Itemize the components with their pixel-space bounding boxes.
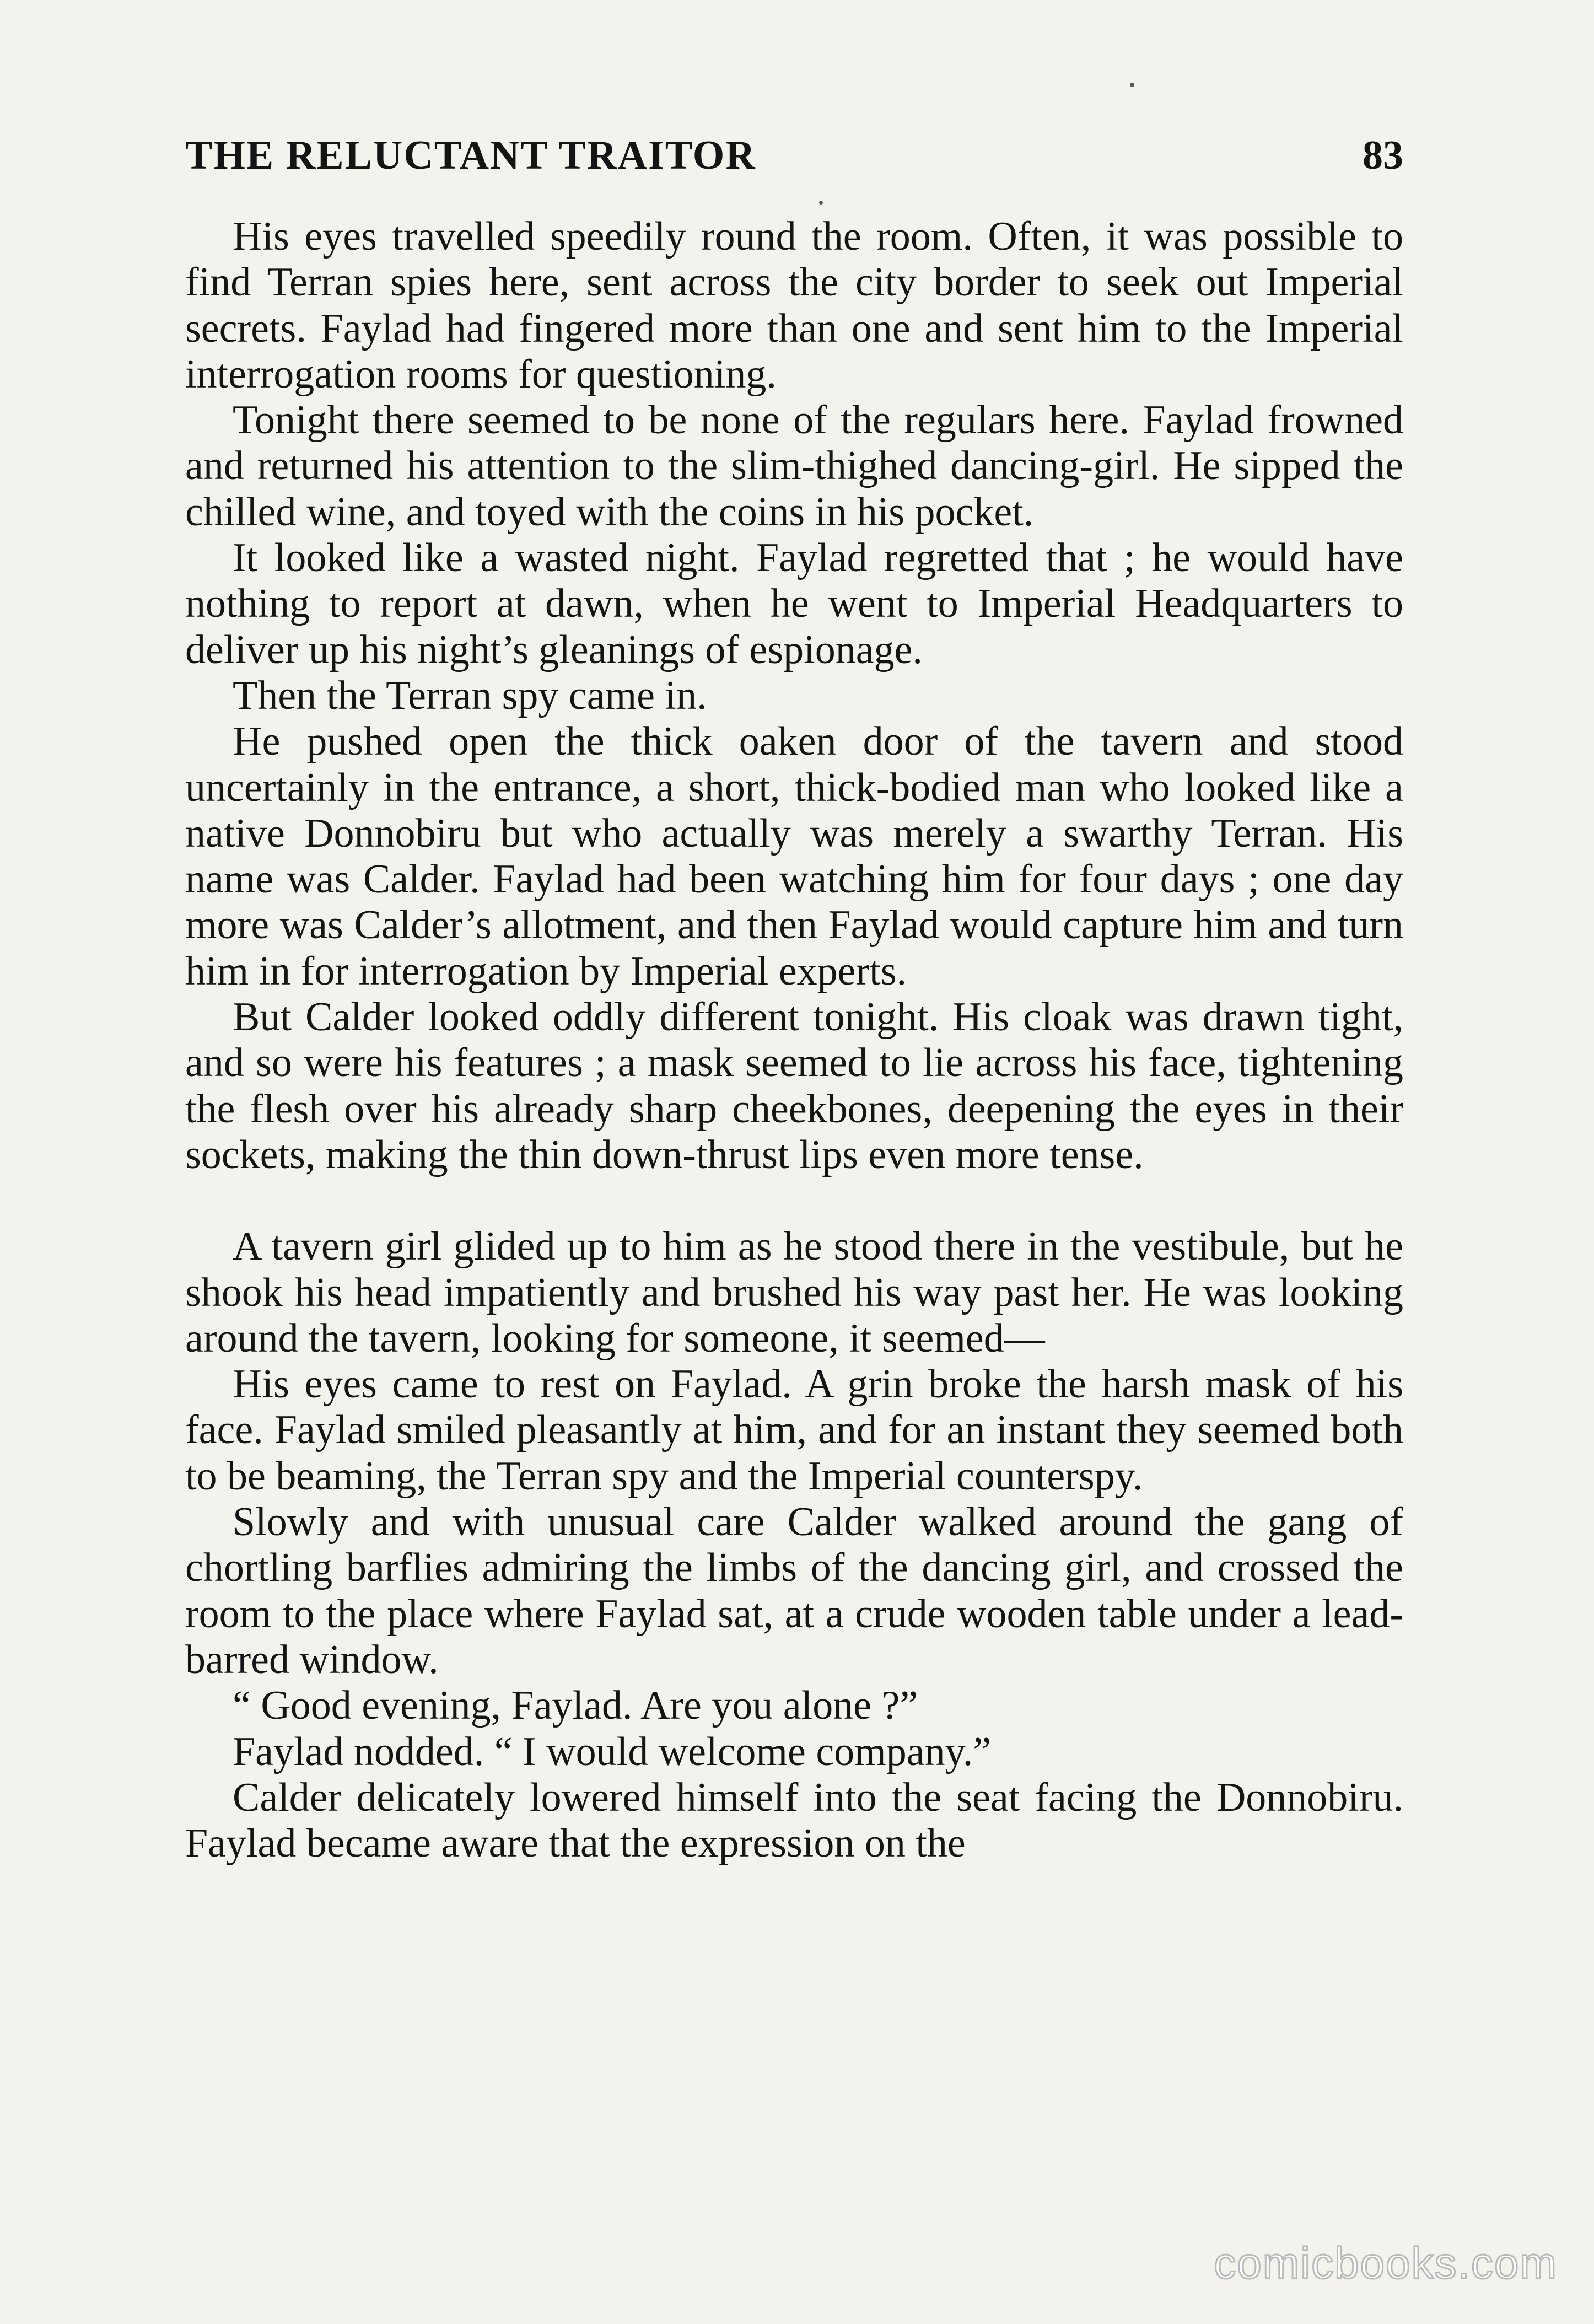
page-number: 83 [1363,133,1403,178]
paragraph: A tavern girl glided up to him as he stood there in the vestibule, but he shook his head impatiently and brushed his way past her. He was looking around the tavern, looking for someone, it seemed— [185,1224,1403,1361]
running-title: THE RELUCTANT TRAITOR [185,133,756,178]
paragraph: Tonight there seemed to be none of the regulars here. Faylad frowned and returned his attention to the slim-thighed dancing-girl. He sipped the chilled wine, and toyed with the coins in his pocket. [185,397,1403,535]
print-speck [1130,83,1134,87]
paragraph: He pushed open the thick oaken door of the tavern and stood uncertainly in the entrance, a short, thick-bodied man who looked like a native Donnobiru but who actually was merely a swarthy Terran. His name was Calder. Faylad had been watching him for four days ; one day more was Calder’s allotment, and then Faylad would capture him and turn him in for interrogation by Imperial experts. [185,719,1403,994]
running-header [185,122,1403,189]
section-break [185,1178,1403,1224]
paragraph: His eyes came to rest on Faylad. A grin broke the harsh mask of his face. Faylad smiled pleasantly at him, and for an instant they seemed both to be beaming, the Terran spy and the Imperial counterspy. [185,1362,1403,1499]
dialogue-paragraph: Faylad nodded. “ I would welcome company.” [233,1729,992,1774]
paragraph: It looked like a wasted night. Faylad regretted that ; he would have nothing to report at dawn, when he went to Imperial Headquarters to deliver up his night’s gleanings of espionage. [185,535,1403,673]
paragraph: But Calder looked oddly different tonight. His cloak was drawn tight, and so were his features ; a mask seemed to lie across his face, tightening the flesh over his already sharp cheekbones, deepening the eyes in their sockets, making the thin down-thrust lips even more tense. [185,994,1403,1177]
paragraph: His eyes travelled speedily round the room. Often, it was possible to find Terran spies here, sent across the city border to seek out Imperial secrets. Faylad had fingered more than one and sent him to the Imperial interrogation rooms for questioning. [185,214,1403,397]
dialogue-paragraph: “ Good evening, Faylad. Are you alone ?” [233,1683,918,1729]
body-text [185,214,1403,1866]
site-watermark: comicbooks.com [1214,2239,1558,2288]
paragraph: Slowly and with unusual care Calder walked around the gang of chortling barflies admiring the limbs of the dancing girl, and crossed the room to the place where Faylad sat, at a crude wooden table under a lead-barred window. [185,1499,1403,1682]
paragraph: Calder delicately lowered himself into the seat facing the Donnobiru. Faylad became aware that the expression on the [185,1774,1403,1866]
paragraph: Then the Terran spy came in. [233,673,707,718]
print-speck [819,201,823,205]
